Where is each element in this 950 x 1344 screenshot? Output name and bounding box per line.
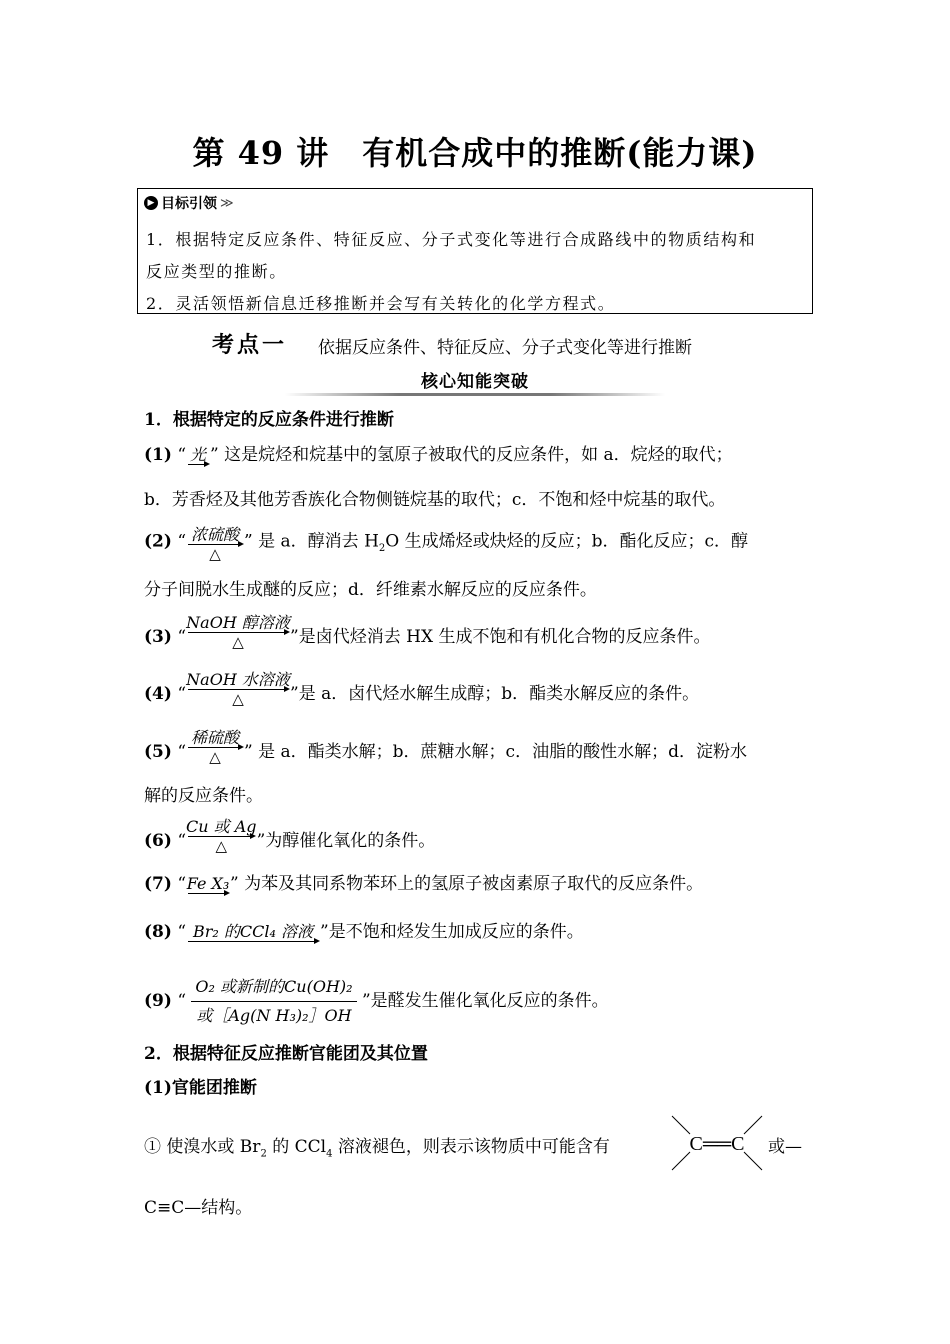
item-8: (8) “ Br₂ 的CCl₄ 溶液 ”是不饱和烃发生加成反应的条件。 [144,922,584,942]
item-number: (6) [144,831,172,851]
item-number: (7) [144,874,172,894]
goals-box [137,188,813,314]
section-subtitle: 核心知能突破 [421,372,529,392]
play-icon: ▶ [144,196,158,210]
heading-2-sub: (1)官能团推断 [144,1078,257,1098]
heading-2: 2．根据特征反应推断官能团及其位置 [144,1044,428,1064]
goal-item: 反应类型的推断。 [146,262,287,281]
item-number: (9) [144,991,172,1011]
item-1: (1) “ 光 ” 这是烷烃和烷基中的氢原子被取代的反应条件，如 a．烷烃的取代； [144,445,733,465]
heading-1: 1．根据特定的反应条件进行推断 [144,410,394,430]
item-text: 是卤代烃消去 HX 生成不饱和有机化合物的反应条件。 [298,627,711,647]
item-text: 这是烷烃和烷基中的氢原子被取代的反应条件，如 a．烷烃的取代； [224,445,733,465]
item-text: 是不饱和烃发生加成反应的条件。 [328,922,584,942]
goals-header-label: 目标引领 [161,196,217,212]
goal-item: 2．灵活领悟新信息迁移推断并会写有关转化的化学方程式。 [146,294,616,313]
triple-bond-line: C≡C—结构。 [144,1198,253,1218]
item-2: (2) “ 浓硫酸 △ ” 是 a．醇消去 $H_2O$ 生成烯烃或炔烃的反应；b．酯化反应；c．醇 [144,525,749,563]
item-1-cont: b．芳香烃及其他芳香族化合物侧链烷基的取代；c．不饱和烃中烷基的取代。 [144,490,726,510]
item-6: (6) “ Cu 或 Ag △ ”为醇催化氧化的条件。 [144,817,436,855]
double-bond-structure [668,1112,766,1174]
section-label: 考点一 [212,333,288,358]
item-number: (4) [144,684,172,704]
condition-arrow: Br₂ 的CCl₄ 溶液 [186,923,320,944]
item-text: 是 a．酯类水解；b．蔗糖水解；c．油脂的酸性水解；d．淀粉水 [258,742,747,762]
item-5: (5) “ 稀硫酸 △ ” 是 a．酯类水解；b．蔗糖水解；c．油脂的酸性水解；d．淀粉水 [144,728,747,766]
section-desc: 依据反应条件、特征反应、分子式变化等进行推断 [318,338,692,358]
item-text: 是醛发生催化氧化反应的条件。 [370,991,609,1011]
item-3: (3) “ NaOH 醇溶液 △ ”是卤代烃消去 HX 生成不饱和有机化合物的反应条件。 [144,613,711,651]
item-text: 为醇催化氧化的条件。 [265,831,436,851]
item-5-cont: 解的反应条件。 [144,786,263,806]
double-chevron-icon: ≫ [220,195,234,211]
item-number: (1) [144,445,172,465]
functional-group-line: ① 使溴水或 $Br_2$ 的 CCl$_4$ 溶液褪色，则表示该物质中可能含有 [144,1137,610,1160]
item-2-cont: 分子间脱水生成醚的反应；d．纤维素水解反应的反应条件。 [144,580,597,600]
item-7: (7) “ Fe X₃ ” 为苯及其同系物苯环上的氢原子被卤素原子取代的反应条件。 [144,874,704,894]
item-9: (9) “ $\frac{\text{O₂ 或新制的Cu(OH)₂}}{\text{或［Ag(N H₃)₂］OH}}$ ”是醛发生催化氧化反应的条件。 [144,975,609,1028]
double-bond-label: C══C [689,1133,745,1155]
condition-arrow: NaOH 水溶液 △ [186,670,290,708]
item-text: 为苯及其同系物苯环上的氢原子被卤素原子取代的反应条件。 [244,874,704,894]
goal-item: 1．根据特定反应条件、特征反应、分子式变化等进行合成路线中的物质结构和 [146,230,757,249]
page-title: 第 49 讲 有机合成中的推断(能力课) [192,134,758,172]
item-number: (8) [144,922,172,942]
or-text: 或— [768,1137,802,1157]
item-number: (5) [144,742,172,762]
item-text: 是 a．卤代烃水解生成醇；b．酯类水解反应的条件。 [298,684,700,704]
condition-arrow: 光 [186,446,210,467]
condition-fraction: $\frac{\text{O₂ 或新制的Cu(OH)₂}}{\text{或［Ag(N H₃)₂］OH}}$ [191,975,356,1028]
item-number: (3) [144,627,172,647]
condition-arrow: Fe X₃ [186,875,230,896]
condition-arrow: Cu 或 Ag △ [186,817,257,855]
condition-arrow: NaOH 醇溶液 △ [186,613,290,651]
condition-arrow: 浓硫酸 △ [186,526,244,561]
item-number: (2) [144,531,172,552]
item-4: (4) “ NaOH 水溶液 △ ”是 a．卤代烃水解生成醇；b．酯类水解反应的条件。 [144,670,700,708]
condition-arrow: 稀硫酸 △ [186,729,244,764]
goals-header [144,193,234,213]
subtitle-underline [285,393,665,396]
